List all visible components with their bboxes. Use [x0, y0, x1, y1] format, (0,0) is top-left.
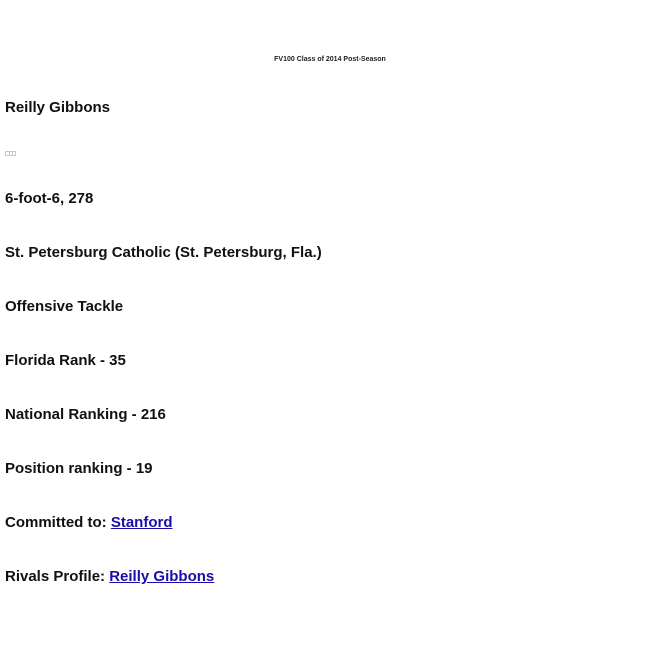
player-school: St. Petersburg Catholic (St. Petersburg, Fla.) — [5, 244, 322, 261]
rivals-profile-link[interactable]: Reilly Gibbons — [109, 568, 215, 585]
position-ranking: Position ranking - 19 — [5, 460, 153, 477]
player-name: Reilly Gibbons — [5, 99, 111, 116]
player-position: Offensive Tackle — [5, 298, 124, 315]
national-ranking: National Ranking - 216 — [5, 406, 166, 423]
player-size: 6-foot-6, 278 — [5, 190, 94, 207]
rivals-profile-line — [5, 568, 214, 585]
committed-line — [5, 514, 173, 531]
florida-rank: Florida Rank - 35 — [5, 352, 126, 369]
rivals-profile-label: Rivals Profile: — [5, 568, 106, 585]
committed-label: Committed to: — [5, 514, 107, 531]
player-photo-placeholder — [5, 151, 16, 156]
page-header-title: FV100 Class of 2014 Post-Season — [274, 56, 386, 63]
committed-school-link[interactable]: Stanford — [110, 514, 173, 531]
